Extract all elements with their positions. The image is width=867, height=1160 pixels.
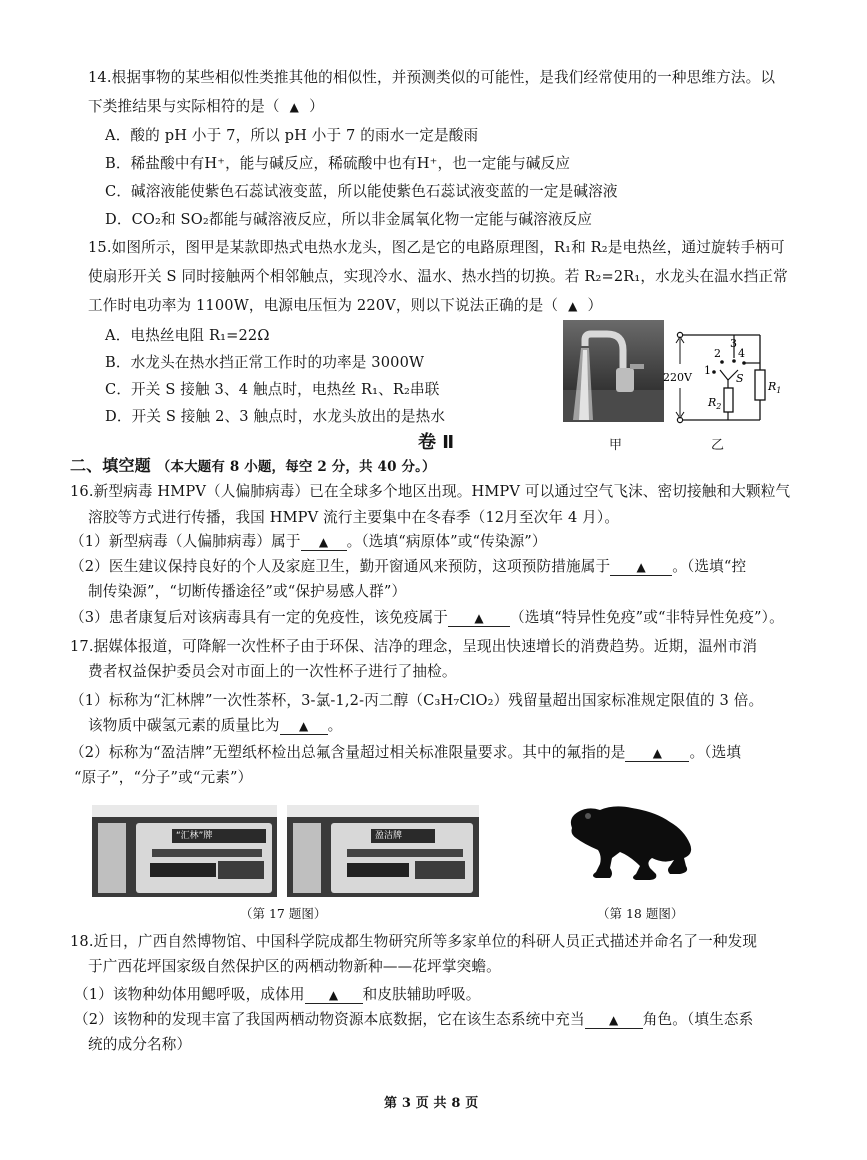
answer-blank[interactable]: ▲: [625, 745, 689, 762]
q18-sub2: [74, 1010, 753, 1030]
q15-option-c: C．开关 S 接触 3、4 触点时，电热丝 R₁、R₂串联: [105, 381, 440, 398]
answer-blank-marker[interactable]: ▲: [289, 100, 300, 114]
voltage-label: 220V: [663, 371, 692, 384]
q16-sub1-text: （1）新型病毒（人偏肺病毒）属于: [70, 533, 301, 550]
q15-stem-end: ）: [587, 297, 603, 314]
q16-stem-line2: 溶胶等方式进行传播，我国 HMPV 流行主要集中在冬春季（12月至次年 4 月）。: [88, 509, 620, 526]
contact-3-label: 3: [730, 337, 737, 350]
q17-sub2-end: 。（选填: [689, 744, 742, 761]
q16-sub3-end: （选填“特异性免疫”或“非特异性免疫”）。: [510, 609, 784, 626]
figure-18-caption: （第 18 题图）: [597, 906, 684, 921]
frog-silhouette: [566, 800, 696, 884]
cup-label-left: “汇林”牌: [172, 829, 266, 843]
answer-blank[interactable]: ▲: [305, 987, 363, 1004]
cup-photo-right: [287, 805, 479, 897]
section-note: （本大题有 8 小题，每空 2 分，共 40 分。）: [156, 459, 436, 475]
figure-17-caption: （第 17 题图）: [240, 906, 327, 921]
q15-stem-line3: [88, 296, 602, 316]
q16-stem-line1: 16.新型病毒 HMPV（人偏肺病毒）已在全球多个地区出现。HMPV 可以通过空气飞沫、密切接触和大颗粒气: [70, 483, 791, 500]
contact-1-label: 1: [704, 364, 711, 377]
q17-sub1-line2: [88, 716, 342, 736]
faucet-illustration: [563, 320, 664, 422]
q17-stem-line2: 费者权益保护委员会对市面上的一次性杯子进行了抽检。: [88, 663, 457, 680]
q18-sub2-end: 角色。（填生态系: [642, 1011, 754, 1028]
r1-label: $R_1$: [768, 380, 782, 395]
cup-label-right: 盈洁牌: [371, 829, 435, 843]
figure-jia-label: 甲: [609, 438, 623, 453]
page-footer: 第 3 页 共 8 页: [384, 1096, 479, 1111]
q14-option-c: C．碱溶液能使紫色石蕊试液变蓝，所以能使紫色石蕊试液变蓝的一定是碱溶液: [105, 183, 618, 200]
q16-sub2: [70, 557, 746, 577]
q15-stem-text: 工作时电功率为 1100W，电源电压恒为 220V，则以下说法正确的是（: [88, 297, 559, 314]
q18-stem-line2: 于广西花坪国家级自然保护区的两栖动物新种——花坪掌突蟾。: [88, 958, 501, 975]
q16-sub2-end: 。（选填“控: [672, 558, 747, 575]
q15-stem-line2: 使扇形开关 S 同时接触两个相邻触点，实现冷水、温水、热水挡的切换。若 R₂=2R₁，水龙头在温水挡正常: [88, 268, 788, 285]
r2-label: $R_2$: [708, 396, 722, 411]
q16-sub3-text: （3）患者康复后对该病毒具有一定的免疫性，该免疫属于: [70, 609, 449, 626]
q14-option-b: B．稀盐酸中有H⁺，能与碱反应，稀硫酸中也有H⁺，也一定能与碱反应: [105, 155, 571, 172]
q17-sub1-text: 该物质中碳氢元素的质量比为: [88, 717, 280, 734]
q18-sub1-end: 和皮肤辅助呼吸。: [362, 986, 481, 1003]
q15-stem-line1: 15.如图所示，图甲是某款即热式电热水龙头，图乙是它的电路原理图，R₁和 R₂是电热丝，通过旋转手柄可: [88, 239, 785, 256]
resistor-r1: [755, 370, 765, 400]
section-title: 二、填空题: [70, 456, 151, 475]
q18-stem-line1: 18.近日，广西自然博物馆、中国科学院成都生物研究所等多家单位的科研人员正式描述并命名了一种发现: [70, 933, 758, 950]
q14-stem-text: 下类推结果与实际相符的是（: [88, 98, 280, 115]
circuit-svg: [660, 330, 790, 430]
q18-sub1-text: （1）该物种幼体用鳃呼吸，成体用: [74, 986, 305, 1003]
answer-blank[interactable]: ▲: [448, 610, 510, 627]
q15-option-a: A．电热丝电阻 R₁=22Ω: [105, 327, 270, 344]
answer-blank[interactable]: ▲: [301, 534, 347, 551]
q14-option-a: A．酸的 pH 小于 7，所以 pH 小于 7 的雨水一定是酸雨: [105, 127, 479, 144]
q16-sub1: [70, 532, 547, 552]
q16-sub2-line2: 制传染源”，“切断传播途径”或“保护易感人群”）: [88, 583, 407, 600]
q16-sub1-end: 。（选填“病原体”或“传染源”）: [346, 533, 547, 550]
q18-sub2-line2: 统的成分名称）: [88, 1036, 192, 1053]
answer-blank-marker[interactable]: ▲: [568, 299, 578, 313]
section-heading: [70, 456, 436, 477]
q16-sub2-text: （2）医生建议保持良好的个人及家庭卫生，勤开窗通风来预防，这项预防措施属于: [70, 558, 611, 575]
q17-sub2-text: （2）标称为“盈洁牌”无塑纸杯检出总氟含量超过相关标准限量要求。其中的氟指的是: [70, 744, 626, 761]
q14-stem-line1: 14.根据事物的某些相似性类推其他的相似性，并预测类似的可能性，是我们经常使用的一种思维方法。以: [88, 69, 776, 86]
q17-sub2: [70, 743, 741, 763]
q17-sub2-line2: “原子”，“分子”或“元素”）: [74, 769, 253, 786]
q18-sub2-text: （2）该物种的发现丰富了我国两栖动物资源本底数据，它在该生态系统中充当: [74, 1011, 585, 1028]
figure-yi-label: 乙: [711, 438, 725, 453]
contact-4-label: 4: [738, 347, 745, 360]
switch-label: S: [736, 372, 744, 385]
q17-sub1: （1）标称为“汇林牌”一次性茶杯，3-氯-1,2-丙二醇（C₃H₇ClO₂）残留量超出国家标准规定限值的 3 倍。: [70, 692, 764, 709]
circuit-diagram: [660, 330, 790, 430]
q15-option-d: D．开关 S 接触 2、3 触点时，水龙头放出的是热水: [105, 408, 446, 425]
cup-photo-left: [92, 805, 277, 897]
contact-2-label: 2: [714, 347, 721, 360]
answer-blank[interactable]: ▲: [610, 559, 672, 576]
frog-figure: [566, 800, 696, 884]
resistor-r2: [724, 388, 733, 412]
q14-stem-end: ）: [309, 98, 324, 115]
faucet-photo: [563, 320, 664, 422]
answer-blank[interactable]: ▲: [280, 718, 328, 735]
q16-sub3: [70, 608, 784, 628]
q14-option-d: D．CO₂和 SO₂都能与碱溶液反应，所以非金属氧化物一定能与碱溶液反应: [105, 211, 593, 228]
q17-stem-line1: 17.据媒体报道，可降解一次性杯子由于环保、洁净的理念，呈现出快速增长的消费趋势。近期，温州市消: [70, 638, 758, 655]
q15-option-b: B．水龙头在热水挡正常工作时的功率是 3000W: [105, 354, 425, 371]
q18-sub1: [74, 985, 481, 1005]
q14-stem-line2: [88, 97, 324, 117]
q17-sub1-end: 。: [327, 717, 343, 734]
volume-ii-title: 卷 Ⅱ: [418, 432, 455, 453]
answer-blank[interactable]: ▲: [585, 1012, 643, 1029]
